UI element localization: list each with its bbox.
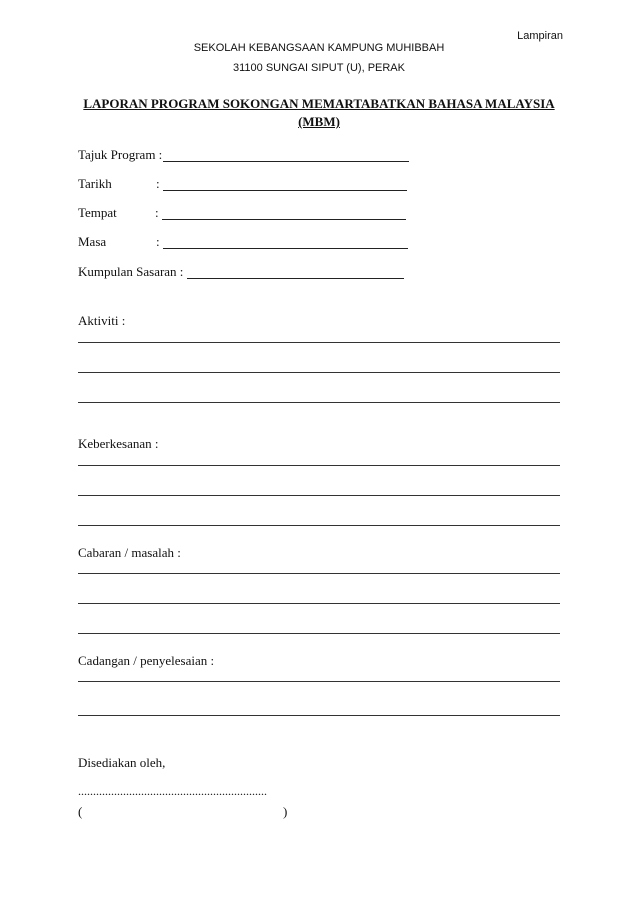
masa-colon: : bbox=[156, 234, 160, 249]
tajuk-program-label: Tajuk Program : bbox=[78, 147, 163, 162]
kumpulan-sasaran-field[interactable] bbox=[187, 278, 404, 279]
cadangan-line-2[interactable] bbox=[78, 715, 560, 716]
masa-field[interactable] bbox=[163, 248, 408, 249]
disediakan-oleh-label: Disediakan oleh, bbox=[78, 755, 166, 770]
tempat-colon: : bbox=[155, 205, 159, 220]
aktiviti-line-3[interactable] bbox=[78, 402, 560, 403]
cabaran-line-1[interactable] bbox=[78, 573, 560, 574]
cabaran-line-2[interactable] bbox=[78, 603, 560, 604]
tarikh-field[interactable] bbox=[163, 190, 407, 191]
tajuk-program-field[interactable] bbox=[163, 161, 409, 162]
kumpulan-sasaran-label: Kumpulan Sasaran : bbox=[78, 264, 184, 279]
tarikh-label: Tarikh bbox=[78, 176, 112, 191]
lampiran-label: Lampiran bbox=[517, 30, 563, 42]
school-name: SEKOLAH KEBANGSAAN KAMPUNG MUHIBBAH bbox=[193, 42, 445, 54]
school-address: 31100 SUNGAI SIPUT (U), PERAK bbox=[233, 62, 405, 74]
tempat-field[interactable] bbox=[162, 219, 406, 220]
cabaran-line-3[interactable] bbox=[78, 633, 560, 634]
tarikh-colon: : bbox=[156, 176, 160, 191]
masa-label: Masa bbox=[78, 234, 107, 249]
aktiviti-line-1[interactable] bbox=[78, 342, 560, 343]
cadangan-label: Cadangan / penyelesaian : bbox=[78, 653, 215, 668]
aktiviti-line-2[interactable] bbox=[78, 372, 560, 373]
form-title: LAPORAN PROGRAM SOKONGAN MEMARTABATKAN BAHASA MALAYSIA bbox=[83, 96, 555, 111]
aktiviti-label: Aktiviti : bbox=[78, 313, 126, 328]
signature-dotted-line[interactable]: ............................................................... bbox=[78, 784, 267, 798]
keberkesanan-label: Keberkesanan : bbox=[78, 436, 159, 451]
cabaran-label: Cabaran / masalah : bbox=[78, 545, 181, 560]
form-title-abbrev: (MBM) bbox=[298, 114, 340, 129]
keberkesanan-line-1[interactable] bbox=[78, 465, 560, 466]
cadangan-line-1[interactable] bbox=[78, 681, 560, 682]
tempat-label: Tempat bbox=[78, 205, 117, 220]
name-open-paren: ( bbox=[78, 804, 83, 819]
name-close-paren: ) bbox=[283, 804, 288, 819]
keberkesanan-line-3[interactable] bbox=[78, 525, 560, 526]
keberkesanan-line-2[interactable] bbox=[78, 495, 560, 496]
